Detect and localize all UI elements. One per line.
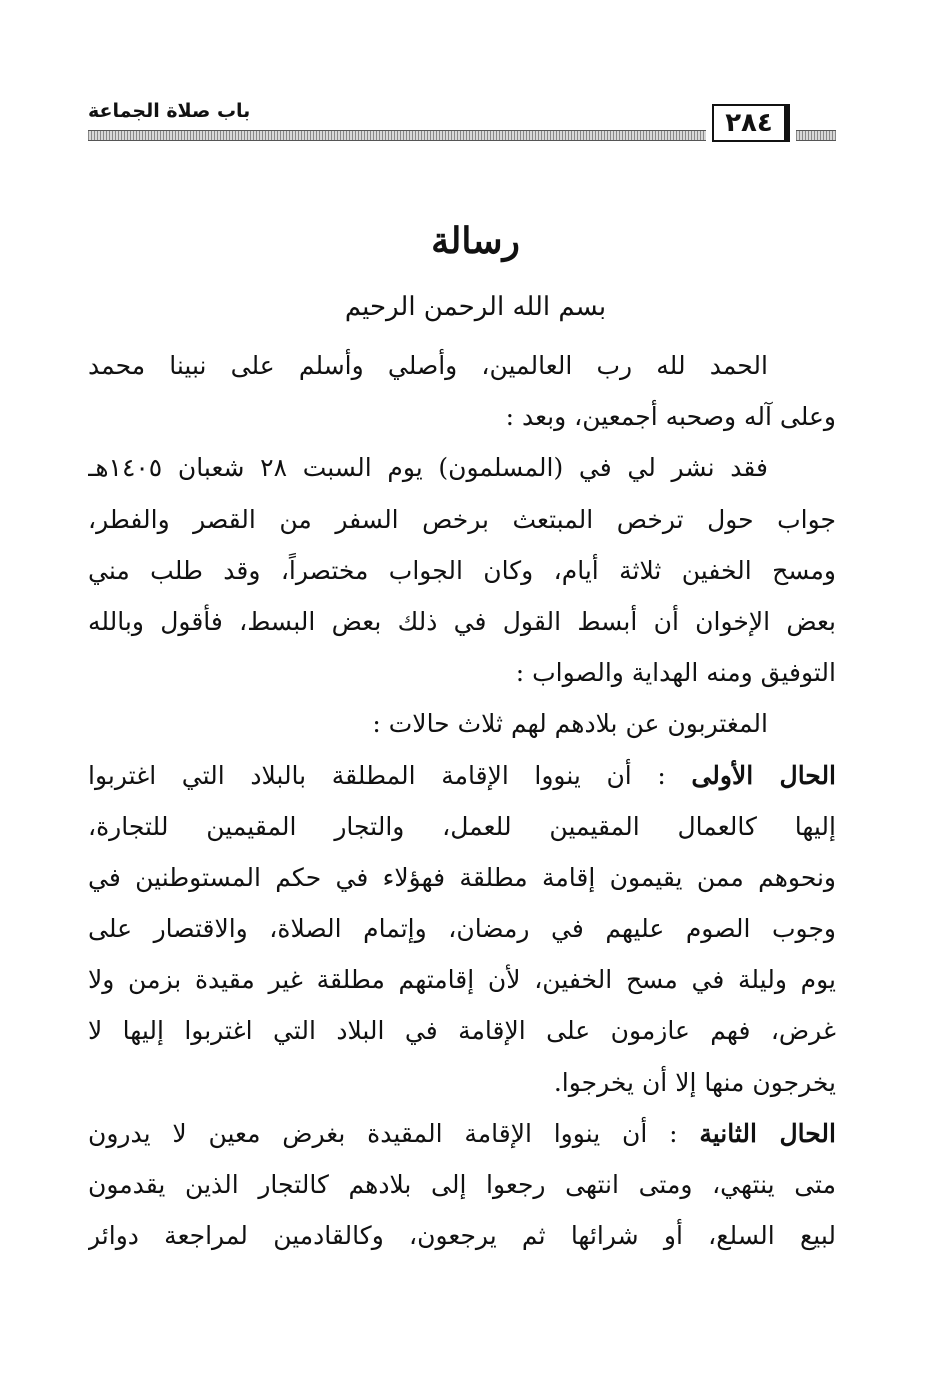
line-text: لبيع السلع، أو شرائها ثم يرجعون، وكالقادمين لمراجعة دوائر xyxy=(88,1221,836,1251)
line-text: : أن ينووا الإقامة المطلقة بالبلاد التي اغتربوا xyxy=(88,760,692,790)
page-title: رسالة xyxy=(431,220,520,262)
line-text: وعلى آله وصحبه أجمعين، وبعد : xyxy=(505,402,836,432)
text-line xyxy=(88,801,836,852)
line-text: فقد نشر لي في (المسلمون) يوم السبت ٢٨ شعبان ١٤٠٥هـ xyxy=(88,453,768,483)
page-header xyxy=(88,92,836,152)
text-line xyxy=(88,1005,836,1056)
header-rule-end xyxy=(796,130,836,141)
text-line xyxy=(88,903,836,954)
line-text: جواب حول ترخص المبتعث برخص السفر من القصر والفطر، xyxy=(88,504,836,534)
line-text: ومسح الخفين ثلاثة أيام، وكان الجواب مختصراً، وقد طلب مني xyxy=(88,555,836,585)
line-text: وجوب الصوم عليهم في رمضان، وإتمام الصلاة، والاقتصار على xyxy=(88,914,836,944)
text-line xyxy=(88,494,836,545)
text-line xyxy=(88,442,836,493)
text-line xyxy=(88,647,836,698)
text-line xyxy=(88,1210,836,1261)
line-text: متى ينتهي، ومتى انتهى رجعوا إلى بلادهم كالتجار الذين يقدمون xyxy=(88,1170,836,1199)
line-text: غرض، فهم عازمون على الإقامة في البلاد التي اغتربوا إليها لا xyxy=(88,1016,836,1046)
line-text: إليها كالعمال المقيمين للعمل، والتجار المقيمين للتجارة، xyxy=(88,811,836,841)
line-text: الحمد لله رب العالمين، وأصلي وأسلم على نبينا محمد xyxy=(88,351,768,380)
line-text: ونحوهم ممن يقيمون إقامة مطلقة فهؤلاء في حكم المستوطنين في xyxy=(88,862,836,892)
text-line xyxy=(88,954,836,1005)
line-text: يوم وليلة في مسح الخفين، لأن إقامتهم مطلقة غير مقيدة بزمن ولا xyxy=(88,965,836,995)
text-line xyxy=(88,1108,836,1159)
text-line xyxy=(88,698,836,749)
line-text: يخرجون منها إلا أن يخرجوا. xyxy=(553,1067,836,1097)
basmala: بسم الله الرحمن الرحيم xyxy=(344,292,607,322)
line-text: بعض الإخوان أن أبسط القول في ذلك بعض البسط، فأقول وبالله xyxy=(88,606,836,636)
header-rule xyxy=(88,130,706,141)
text-line xyxy=(88,340,836,391)
running-head: باب صلاة الجماعة xyxy=(88,100,251,122)
text-line xyxy=(88,1057,836,1108)
text-line xyxy=(88,545,836,596)
text-line xyxy=(88,750,836,801)
section-heading: الحال الثانية xyxy=(699,1118,836,1148)
line-text: : أن ينووا الإقامة المقيدة بغرض معين لا يدرون xyxy=(88,1118,700,1148)
line-text: التوفيق ومنه الهداية والصواب : xyxy=(515,658,836,688)
section-heading: الحال الأولى xyxy=(691,760,836,790)
text-line xyxy=(88,852,836,903)
text-line xyxy=(88,596,836,647)
body-text xyxy=(88,340,836,1261)
line-text: المغتربون عن بلادهم لهم ثلاث حالات : xyxy=(372,709,768,739)
text-line xyxy=(88,391,836,442)
page-number: ٢٨٤ xyxy=(712,104,790,142)
text-line xyxy=(88,1159,836,1210)
